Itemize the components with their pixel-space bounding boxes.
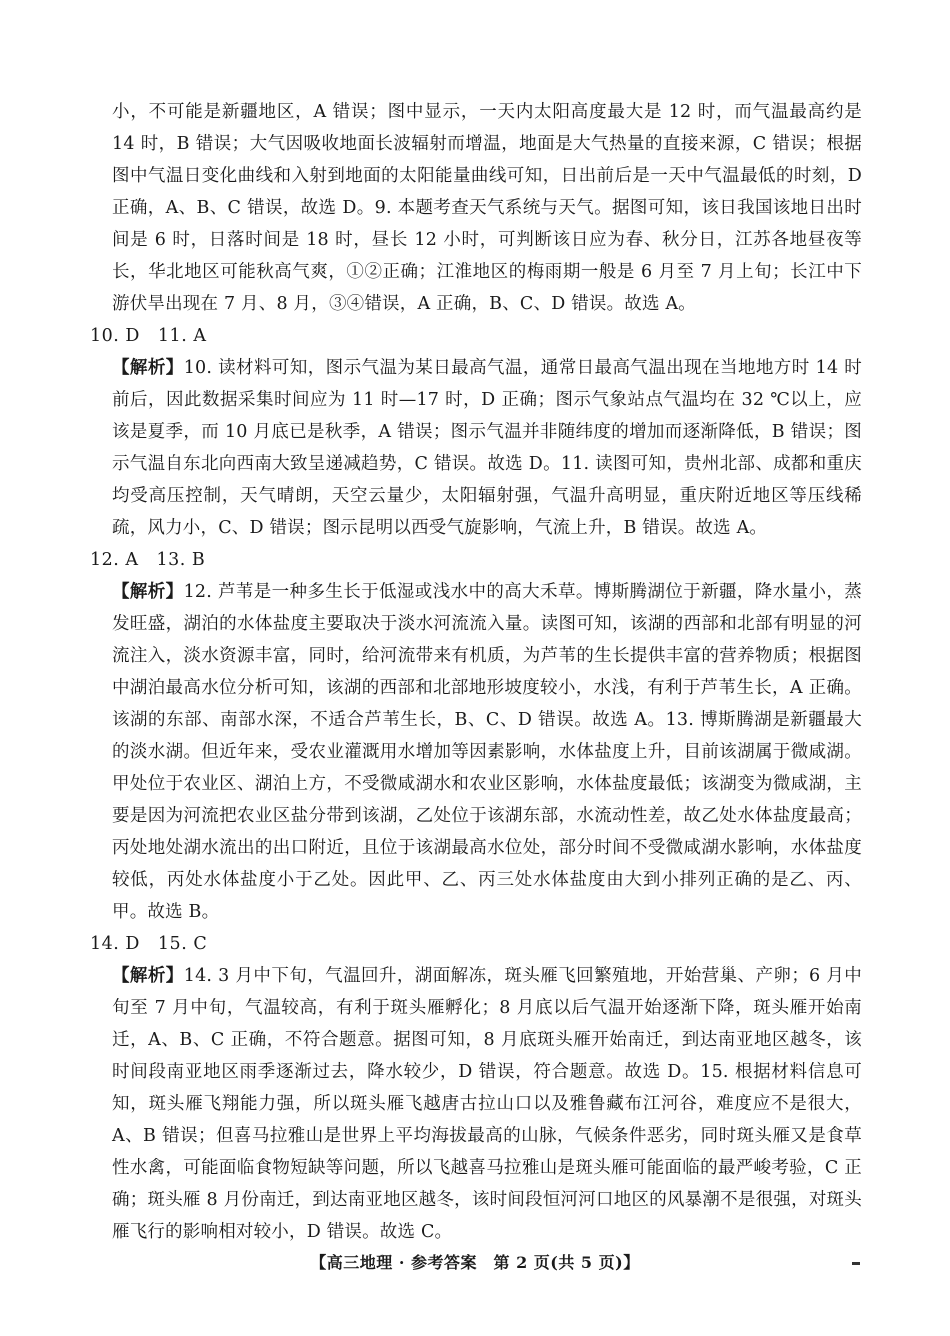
answer-line-12-13: 12. A 13. B bbox=[90, 550, 206, 570]
answer-line-10-11: 10. D 11. A bbox=[90, 326, 207, 346]
analysis-12-13 bbox=[112, 576, 862, 928]
analysis-14-15 bbox=[112, 960, 862, 1248]
analysis-text: 12. 芦苇是一种多生长于低湿或浅水中的高大禾草。博斯腾湖位于新疆，降水量小，蒸发旺盛，湖泊的水体盐度主要取决于淡水河流流入量。读图可知，该湖的西部和北部有明显的河流注入，淡水资源丰富，同时，给河流带来有机质，为芦苇的生长提供丰富的营养物质；根据图中湖泊最高水位分析可知，该湖的西部和北部地形坡度较小，水浅，有利于芦苇生长，A 正确。该湖的东部、南部水深，不适合芦苇生长，B、C、D 错误。故选 A。13. 博斯腾湖是新疆最大的淡水湖。但近年来，受农业灌溉用水增加等因素影响，水体盐度上升，目前该湖属于微咸湖。甲处位于农业区、湖泊上方，不受微咸湖水和农业区影响，水体盐度最低；该湖变为微咸湖，主要是因为河流把农业区盐分带到该湖，乙处位于该湖东部，水流动性差，故乙处水体盐度最高；丙处地处湖水流出的出口附近，且位于该湖最高水位处，部分时间不受微咸湖水影响，水体盐度较低，丙处水体盐度小于乙处。因此甲、乙、丙三处水体盐度由大到小排列正确的是乙、丙、甲。故选 B。 bbox=[112, 582, 862, 922]
answer-line-14-15: 14. D 15. C bbox=[90, 934, 208, 954]
corner-mark bbox=[852, 1262, 860, 1265]
analysis-label: 【解析】 bbox=[112, 358, 184, 378]
analysis-label: 【解析】 bbox=[112, 582, 184, 602]
analysis-10-11 bbox=[112, 352, 862, 544]
analysis-label: 【解析】 bbox=[112, 966, 184, 986]
intro-paragraph: 小，不可能是新疆地区，A 错误；图中显示，一天内太阳高度最大是 12 时，而气温最高约是 14 时，B 错误；大气因吸收地面长波辐射而增温，地面是大气热量的直接来源，C 错误；根据图中气温日变化曲线和入射到地面的太阳能量曲线可知，日出前后是一天中气温最低的时刻，D 正确，A、B、C 错误，故选 D。9. 本题考查天气系统与天气。据图可知，该日我国该地日出时间是 6 时，日落时间是 18 时，昼长 12 小时，可判断该日应为春、秋分日，江苏各地昼夜等长，华北地区可能秋高气爽，①②正确；江淮地区的梅雨期一般是 6 月至 7 月上旬；长江中下游伏旱出现在 7 月、8 月，③④错误，A 正确，B、C、D 错误。故选 A。 bbox=[112, 102, 862, 314]
page-footer: 【高三地理 · 参考答案 第 2 页(共 5 页)】 bbox=[310, 1253, 640, 1272]
analysis-text: 10. 读材料可知，图示气温为某日最高气温，通常日最高气温出现在当地地方时 14 时前后，因此数据采集时间应为 11 时—17 时，D 正确；图示气象站点气温均在 32 ℃以上，应该是夏季，而 10 月底已是秋季，A 错误；图示气温并非随纬度的增加而逐渐降低，B 错误；图示气温自东北向西南大致呈递减趋势，C 错误。故选 D。11. 读图可知，贵州北部、成都和重庆均受高压控制，天气晴朗，天空云量少，太阳辐射强，气温升高明显，重庆附近地区等压线稀疏，风力小，C、D 错误；图示昆明以西受气旋影响，气流上升，B 错误。故选 A。 bbox=[112, 358, 862, 538]
page-content bbox=[90, 96, 862, 1248]
analysis-text: 14. 3 月中下旬，气温回升，湖面解冻，斑头雁飞回繁殖地，开始营巢、产卵；6 月中旬至 7 月中旬，气温较高，有利于斑头雁孵化；8 月底以后气温开始逐渐下降，斑头雁开始南迁，A、B、C 正确，不符合题意。据图可知，8 月底斑头雁开始南迁，到达南亚地区越冬，该时间段南亚地区雨季逐渐过去，降水较少，D 错误，符合题意。故选 D。15. 根据材料信息可知，斑头雁飞翔能力强，所以斑头雁飞越唐古拉山口以及雅鲁藏布江河谷，难度应不是很大，A、B 错误；但喜马拉雅山是世界上平均海拔最高的山脉，气候条件恶劣，同时斑头雁又是食草性水禽，可能面临食物短缺等问题，所以飞越喜马拉雅山是斑头雁可能面临的最严峻考验，C 正确；斑头雁 8 月份南迁，到达南亚地区越冬，该时间段恒河河口地区的风暴潮不是很强，对斑头雁飞行的影响相对较小，D 错误。故选 C。 bbox=[112, 966, 862, 1242]
